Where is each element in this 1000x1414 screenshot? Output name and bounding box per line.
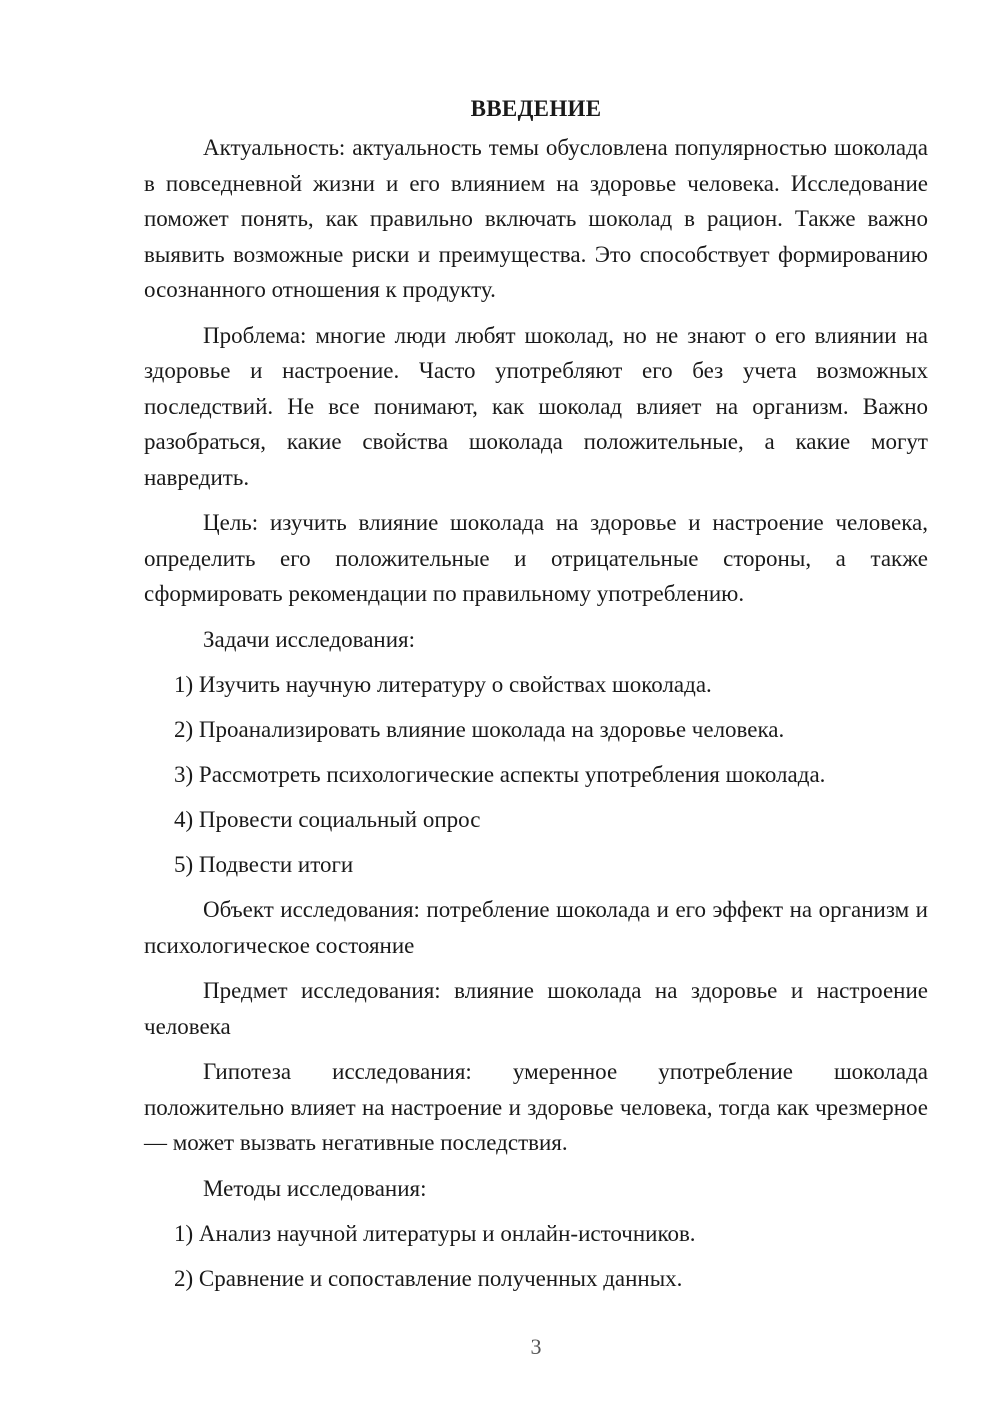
methods-list (144, 1216, 928, 1297)
hypothesis-paragraph: Гипотеза исследования: умеренное употребление шоколада положительно влияет на настроение и здоровье человека, тогда как чрезмерное — может вызвать негативные последствия. (144, 1059, 928, 1155)
methods-title: Методы исследования: (203, 1175, 427, 1201)
object-paragraph: Объект исследования: потребление шоколада и его эффект на организм и психологическое состояние (144, 897, 928, 958)
subject-paragraph: Предмет исследования: влияние шоколада на здоровье и настроение человека (144, 978, 928, 1039)
list-item: 3) Рассмотреть психологические аспекты употребления шоколада. (174, 762, 826, 787)
page-number: 3 (530, 1334, 542, 1359)
section-heading: ВВЕДЕНИЕ (470, 96, 602, 121)
list-item: 1) Анализ научной литературы и онлайн-источников. (174, 1221, 696, 1246)
list-item: 2) Проанализировать влияние шоколада на здоровье человека. (174, 717, 785, 742)
list-item: 2) Сравнение и сопоставление полученных данных. (174, 1266, 683, 1291)
relevance-paragraph: Актуальность: актуальность темы обусловлена популярностью шоколада в повседневной жизни и его влиянием на здоровье человека. Исследование поможет понять, как правильно включать шоколад в рацион. Также важно выявить возможные риски и преимущества. Это способствует формированию осознанного отношения к продукту. (144, 135, 928, 302)
tasks-title: Задачи исследования: (203, 626, 416, 652)
document-page (144, 92, 928, 1306)
problem-paragraph: Проблема: многие люди любят шоколад, но не знают о его влиянии на здоровье и настроение. Часто употребляют его без учета возможных последствий. Не все понимают, как шоколад влияет на организм. Важно разобраться, какие свойства шоколада положительные, а какие могут навредить. (144, 322, 928, 490)
tasks-list (144, 667, 928, 883)
list-item: 4) Провести социальный опрос (174, 807, 481, 832)
list-item: 1) Изучить научную литературу о свойствах шоколада. (174, 672, 712, 697)
list-item: 5) Подвести итоги (174, 852, 354, 877)
goal-paragraph: Цель: изучить влияние шоколада на здоровье и настроение человека, определить его положительные и отрицательные стороны, а также сформировать рекомендации по правильному употреблению. (144, 510, 928, 606)
